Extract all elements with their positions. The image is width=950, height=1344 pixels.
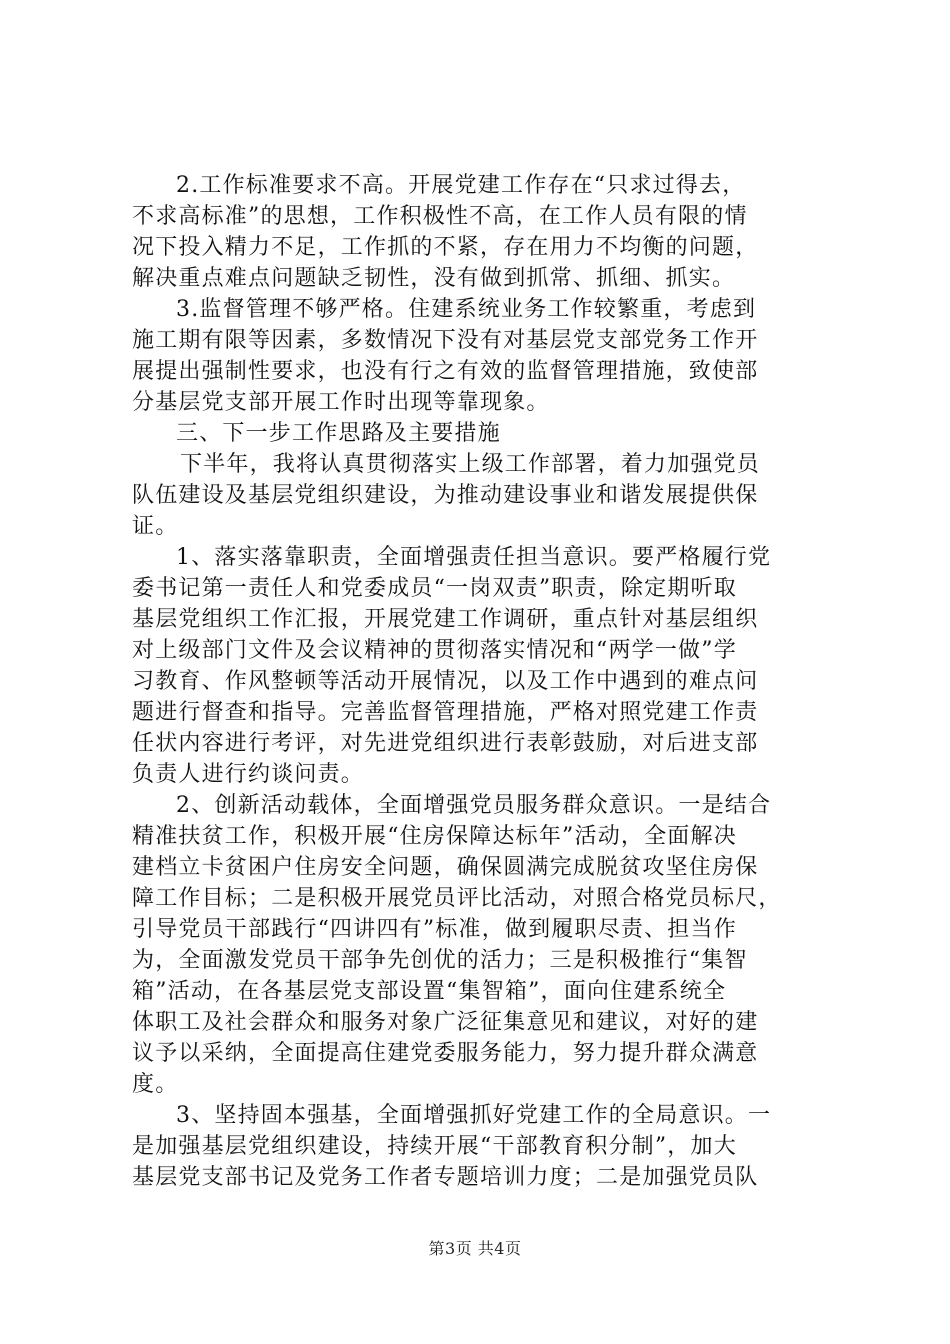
paragraph-line: 2.工作标准要求不高。开展党建工作存在“只求过得去， (176, 173, 746, 198)
paragraph-line: 对上级部门文件及会议精神的贯彻落实情况和“两学一做”学 (132, 638, 737, 663)
paragraph-line: 负责人进行约谈问责。 (132, 762, 365, 787)
paragraph-line: 基层党组织工作汇报，开展党建工作调研，重点针对基层组织 (132, 607, 759, 632)
page-number-footer: 第3页 共4页 (428, 1239, 522, 1258)
paragraph-line: 况下投入精力不足，工作抓的不紧，存在用力不均衡的问题， (132, 235, 759, 260)
document-body (132, 170, 832, 1193)
paragraph-line: 度。 (132, 1072, 179, 1097)
paragraph-line: 不求高标准”的思想，工作积极性不高，在工作人员有限的情 (132, 204, 748, 229)
paragraph-line: 引导党员干部践行“四讲四有”标准，做到履职尽责、担当作 (132, 917, 737, 942)
paragraph-line: 3.监督管理不够严格。住建系统业务工作较繁重，考虑到 (176, 297, 757, 322)
paragraph-line: 为，全面激发党员干部争先创优的活力；三是积极推行“集智 (132, 948, 748, 973)
paragraph-line: 障工作目标；二是积极开展党员评比活动，对照合格党员标尺， (132, 886, 782, 911)
paragraph-line: 委书记第一责任人和党委成员“一岗双责”职责，除定期听取 (132, 576, 737, 601)
paragraph-line: 下半年，我将认真贯彻落实上级工作部署，着力加强党员 (180, 452, 761, 477)
paragraph-line: 3、坚持固本强基，全面增强抓好党建工作的全局意识。一 (176, 1103, 772, 1128)
paragraph-line: 体职工及社会群众和服务对象广泛征集意见和建议，对好的建 (132, 1010, 759, 1035)
paragraph-line: 证。 (132, 514, 179, 539)
paragraph-line: 解决重点难点问题缺乏韧性，没有做到抓常、抓细、抓实。 (132, 266, 736, 291)
paragraph-line: 议予以采纳，全面提高住建党委服务能力，努力提升群众满意 (132, 1041, 759, 1066)
paragraph-line: 精准扶贫工作，积极开展“住房保障达标年”活动，全面解决 (132, 824, 737, 849)
paragraph-line: 任状内容进行考评，对先进党组织进行表彰鼓励，对后进支部 (132, 731, 759, 756)
paragraph-line: 基层党支部书记及党务工作者专题培训力度；二是加强党员队 (132, 1165, 759, 1190)
paragraph-line: 习教育、作风整顿等活动开展情况，以及工作中遇到的难点问 (132, 669, 759, 694)
paragraph-line: 施工期有限等因素，多数情况下没有对基层党支部党务工作开 (132, 328, 759, 353)
paragraph-line: 2、创新活动载体，全面增强党员服务群众意识。一是结合 (176, 793, 772, 818)
paragraph-line: 是加强基层党组织建设，持续开展“干部教育积分制”，加大 (132, 1134, 737, 1159)
paragraph-line: 队伍建设及基层党组织建设，为推动建设事业和谐发展提供保 (132, 483, 759, 508)
section-heading: 三、下一步工作思路及主要措施 (176, 421, 501, 446)
paragraph-line: 1、落实落靠职责，全面增强责任担当意识。要严格履行党 (176, 545, 772, 570)
paragraph-line: 题进行督查和指导。完善监督管理措施，严格对照党建工作责 (132, 700, 759, 725)
paragraph-line: 分基层党支部开展工作时出现等靠现象。 (132, 390, 550, 415)
paragraph-line: 箱”活动，在各基层党支部设置“集智箱”，面向住建系统全 (132, 979, 727, 1004)
paragraph-line: 建档立卡贫困户住房安全问题，确保圆满完成脱贫攻坚住房保 (132, 855, 759, 880)
paragraph-line: 展提出强制性要求，也没有行之有效的监督管理措施，致使部 (132, 359, 759, 384)
